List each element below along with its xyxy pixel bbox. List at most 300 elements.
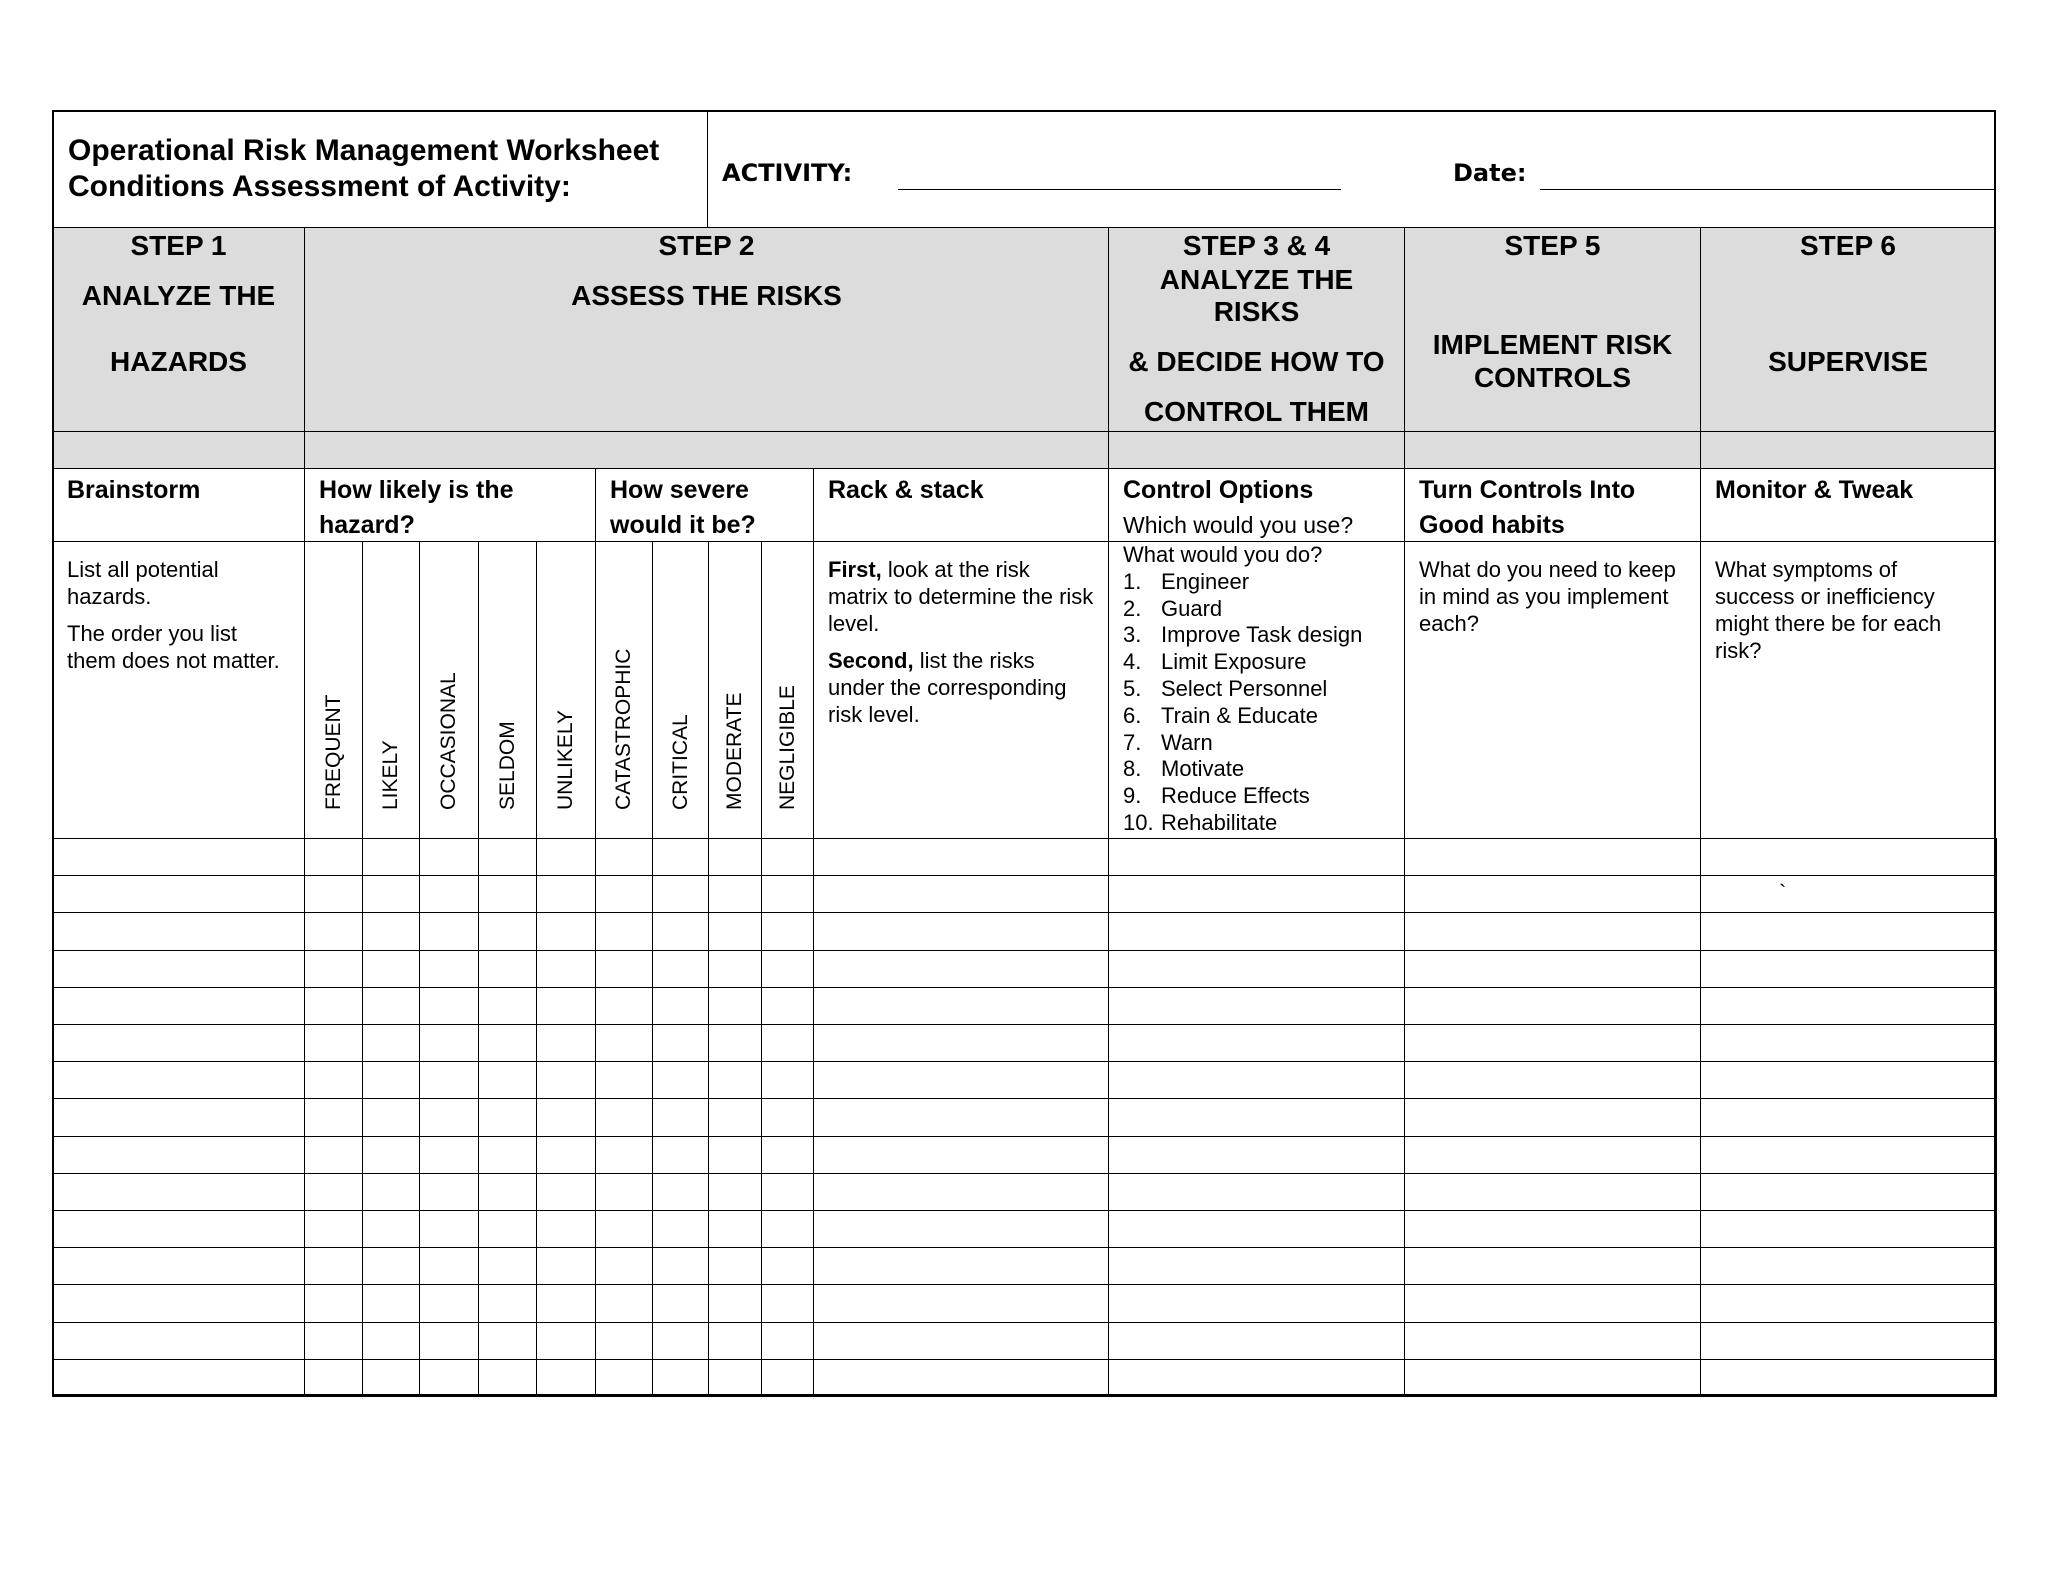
entry-cell[interactable] (1108, 1210, 1405, 1248)
desc-monitor (1700, 541, 1996, 839)
entry-cell[interactable] (362, 1247, 420, 1285)
entry-cell[interactable] (536, 1061, 596, 1099)
entry-cell[interactable] (362, 1136, 420, 1174)
entry-cell[interactable] (652, 1024, 709, 1062)
control-option-number: 9. (1123, 783, 1142, 809)
entry-cell[interactable] (52, 1247, 305, 1285)
entry-cell[interactable] (362, 1322, 420, 1360)
entry-cell[interactable] (595, 912, 653, 950)
step6-header (1700, 227, 1996, 432)
entry-cell[interactable] (708, 838, 762, 876)
entry-cell[interactable] (1404, 1359, 1701, 1397)
step34-header (1108, 227, 1405, 432)
control-option-number: 3. (1123, 622, 1142, 648)
control-option-number: 4. (1123, 649, 1142, 675)
subheader-likelihood (304, 468, 596, 542)
entry-cell[interactable] (362, 950, 420, 988)
entry-cell[interactable] (1404, 875, 1701, 913)
entry-cell[interactable] (419, 950, 479, 988)
entry-cell[interactable] (1404, 912, 1701, 950)
entry-cell[interactable] (652, 912, 709, 950)
entry-cell[interactable] (419, 1136, 479, 1174)
entry-cell[interactable] (304, 1322, 363, 1360)
entry-cell[interactable] (536, 1284, 596, 1322)
entry-cell[interactable] (304, 950, 363, 988)
entry-cell[interactable] (813, 1284, 1109, 1322)
brainstorm-label: Brainstorm (67, 476, 201, 504)
entry-cell[interactable] (761, 1359, 814, 1397)
step5-line3: CONTROLS (1473, 362, 1632, 393)
entry-cell[interactable] (652, 1322, 709, 1360)
entry-cell[interactable] (536, 1024, 596, 1062)
entry-cell[interactable] (1700, 1247, 1997, 1285)
entry-cell[interactable] (1700, 912, 1997, 950)
entry-cell[interactable] (652, 987, 709, 1025)
entry-cell[interactable] (419, 838, 479, 876)
entry-cell[interactable] (1404, 1061, 1701, 1099)
entry-cell[interactable] (1700, 1024, 1997, 1062)
entry-cell[interactable] (478, 1098, 537, 1136)
entry-cell[interactable] (1108, 838, 1405, 876)
entry-cell[interactable] (652, 1173, 709, 1211)
entry-cell[interactable] (304, 1210, 363, 1248)
entry-cell[interactable] (708, 1098, 762, 1136)
entry-cell[interactable] (813, 1061, 1109, 1099)
severity-column-catastrophic (595, 541, 653, 839)
entry-cell[interactable] (52, 1024, 305, 1062)
entry-cell[interactable] (595, 1173, 653, 1211)
entry-cell[interactable] (708, 875, 762, 913)
entry-cell[interactable] (304, 1359, 363, 1397)
step2-header (304, 227, 1109, 432)
control-option-item (1123, 569, 1390, 596)
entry-cell[interactable] (304, 1136, 363, 1174)
activity-field[interactable] (898, 189, 1341, 190)
entry-cell[interactable] (761, 1061, 814, 1099)
entry-cell[interactable] (478, 1359, 537, 1397)
step2-line2: ASSESS THE RISKS (571, 280, 842, 311)
entry-cell[interactable] (304, 1024, 363, 1062)
entry-cell[interactable] (595, 1136, 653, 1174)
entry-cell[interactable] (813, 1322, 1109, 1360)
entry-cell[interactable] (1700, 1061, 1997, 1099)
entry-cell[interactable] (52, 1098, 305, 1136)
likelihood-column-frequent (304, 541, 363, 839)
entry-cell[interactable] (419, 875, 479, 913)
entry-cell[interactable] (595, 1210, 653, 1248)
entry-cell[interactable] (1108, 987, 1405, 1025)
entry-cell[interactable] (813, 1173, 1109, 1211)
entry-cell[interactable] (478, 1061, 537, 1099)
step5-line2: IMPLEMENT RISK (1432, 329, 1673, 360)
entry-cell[interactable] (708, 1173, 762, 1211)
control-option-number: 8. (1123, 756, 1142, 782)
entry-cell[interactable] (761, 987, 814, 1025)
step34-label: STEP 3 & 4 (1182, 230, 1331, 261)
entry-cell[interactable] (1108, 1247, 1405, 1285)
entry-cell[interactable] (304, 838, 363, 876)
entry-cell[interactable] (1108, 1098, 1405, 1136)
control-option-item (1123, 676, 1390, 703)
control-option-label: Rehabilitate (1161, 809, 1278, 835)
turn-controls-line2: Good habits (1419, 511, 1565, 539)
turn-controls-line1: Turn Controls Into (1419, 476, 1636, 504)
spacer-step1 (52, 431, 305, 469)
entry-cell[interactable] (595, 838, 653, 876)
entry-cell[interactable] (1108, 950, 1405, 988)
rack-stack-label: Rack & stack (828, 476, 984, 504)
entry-cell[interactable] (813, 1359, 1109, 1397)
likelihood-line2: hazard? (319, 511, 415, 539)
entry-cell[interactable] (708, 950, 762, 988)
entry-cell[interactable] (362, 1061, 420, 1099)
entry-cell[interactable] (478, 838, 537, 876)
entry-cell[interactable] (761, 1210, 814, 1248)
control-option-item (1123, 730, 1390, 757)
orm-worksheet (52, 110, 1996, 1396)
control-option-item (1123, 703, 1390, 730)
entry-cell[interactable] (1404, 1284, 1701, 1322)
entry-cell[interactable] (52, 987, 305, 1025)
entry-cell[interactable] (304, 1284, 363, 1322)
control-option-label: Guard (1161, 595, 1223, 621)
entry-cell[interactable] (1700, 1322, 1997, 1360)
entry-cell[interactable] (1108, 1284, 1405, 1322)
step2-label: STEP 2 (658, 230, 755, 261)
entry-cell[interactable] (478, 1173, 537, 1211)
entry-cell[interactable] (1108, 1136, 1405, 1174)
entry-cell[interactable] (536, 950, 596, 988)
likelihood-level-label: UNLIKELY (554, 710, 577, 810)
entry-cell[interactable] (52, 838, 305, 876)
entry-cell[interactable] (536, 1210, 596, 1248)
entry-cell[interactable] (362, 912, 420, 950)
entry-cell[interactable] (652, 838, 709, 876)
entry-cell[interactable] (1404, 1210, 1701, 1248)
control-option-label: Reduce Effects (1161, 783, 1310, 809)
entry-cell[interactable] (761, 875, 814, 913)
entry-cell[interactable] (1700, 1359, 1997, 1397)
step5-label: STEP 5 (1504, 230, 1601, 261)
entry-cell[interactable] (304, 1098, 363, 1136)
entry-cell[interactable] (536, 1173, 596, 1211)
entry-cell[interactable] (1700, 1210, 1997, 1248)
entry-cell[interactable] (761, 1284, 814, 1322)
date-label: Date: (1453, 159, 1527, 187)
entry-cell[interactable] (761, 838, 814, 876)
entry-cell[interactable] (52, 1359, 305, 1397)
rack-p1-bold: First, (828, 557, 882, 582)
entry-cell[interactable] (652, 1284, 709, 1322)
entry-cell[interactable] (1404, 1247, 1701, 1285)
entry-cell[interactable] (536, 838, 596, 876)
control-option-label: Engineer (1161, 568, 1250, 594)
control-option-label: Select Personnel (1161, 675, 1328, 701)
entry-cell[interactable] (478, 1322, 537, 1360)
entry-cell[interactable] (478, 950, 537, 988)
entry-cell[interactable] (595, 1322, 653, 1360)
entry-cell[interactable] (708, 1024, 762, 1062)
control-options-label: Control Options (1123, 476, 1314, 504)
entry-cell[interactable] (478, 1024, 537, 1062)
entry-cell[interactable] (304, 912, 363, 950)
entry-cell[interactable] (419, 912, 479, 950)
step34-line3: RISKS (1213, 296, 1300, 327)
entry-cell[interactable] (595, 987, 653, 1025)
brainstorm-p2: The order you list them does not matter. (67, 621, 280, 673)
entry-cell[interactable] (419, 1098, 479, 1136)
entry-cell[interactable] (478, 1136, 537, 1174)
step1-header (52, 227, 305, 432)
step6-label: STEP 6 (1800, 230, 1896, 261)
entry-cell[interactable] (419, 1061, 479, 1099)
entry-cell[interactable] (52, 1210, 305, 1248)
entry-cell[interactable] (708, 987, 762, 1025)
entry-cell[interactable] (419, 1173, 479, 1211)
entry-cell[interactable] (813, 950, 1109, 988)
entry-cell[interactable] (652, 875, 709, 913)
entry-cell[interactable] (362, 1098, 420, 1136)
entry-cell[interactable] (1108, 1359, 1405, 1397)
severity-level-label: MODERATE (723, 692, 746, 810)
entry-cell[interactable] (1404, 1098, 1701, 1136)
entry-cell[interactable] (595, 1024, 653, 1062)
entry-cell[interactable] (708, 1359, 762, 1397)
entry-cell[interactable] (1700, 950, 1997, 988)
entry-cell[interactable] (362, 1210, 420, 1248)
entry-cell[interactable] (813, 912, 1109, 950)
entry-cell[interactable] (652, 1359, 709, 1397)
entry-cell[interactable] (813, 1098, 1109, 1136)
entry-cell[interactable] (1108, 1173, 1405, 1211)
entry-cell[interactable] (708, 1284, 762, 1322)
entry-cell[interactable] (761, 1322, 814, 1360)
entry-cell[interactable] (761, 912, 814, 950)
entry-cell[interactable] (478, 987, 537, 1025)
entry-cell[interactable] (478, 1247, 537, 1285)
severity-column-moderate (708, 541, 762, 839)
entry-cell[interactable] (652, 1061, 709, 1099)
entry-cell[interactable] (595, 1247, 653, 1285)
entry-cell[interactable] (708, 912, 762, 950)
entry-cell[interactable] (419, 1284, 479, 1322)
subheader-brainstorm (52, 468, 305, 542)
entry-cell[interactable] (304, 987, 363, 1025)
entry-cell[interactable] (419, 1247, 479, 1285)
entry-cell[interactable] (419, 1024, 479, 1062)
desc-brainstorm (52, 541, 305, 839)
entry-cell[interactable] (419, 987, 479, 1025)
likelihood-column-occasional (419, 541, 479, 839)
entry-cell[interactable] (52, 1322, 305, 1360)
entry-cell[interactable] (536, 912, 596, 950)
subheader-monitor (1700, 468, 1996, 542)
desc-rack-stack (813, 541, 1109, 839)
entry-cell[interactable] (595, 1284, 653, 1322)
entry-cell[interactable] (536, 1247, 596, 1285)
entry-cell[interactable] (362, 1359, 420, 1397)
entry-cell[interactable] (419, 1210, 479, 1248)
entry-cell[interactable] (1700, 987, 1997, 1025)
entry-cell[interactable] (1700, 838, 1997, 876)
entry-cell[interactable] (52, 912, 305, 950)
control-option-number: 7. (1123, 729, 1142, 755)
entry-cell[interactable] (478, 875, 537, 913)
monitor-label: Monitor & Tweak (1715, 476, 1914, 504)
entry-cell[interactable] (595, 1359, 653, 1397)
entry-cell[interactable] (304, 1173, 363, 1211)
entry-cell[interactable] (813, 838, 1109, 876)
monitor-desc: What symptoms of success or inefficiency might there be for each risk? (1715, 557, 1942, 663)
entry-cell[interactable] (652, 1136, 709, 1174)
entry-cell[interactable] (419, 1322, 479, 1360)
entry-cell[interactable] (52, 1173, 305, 1211)
entry-cell[interactable] (761, 1098, 814, 1136)
entry-cell[interactable] (362, 1024, 420, 1062)
entry-cell[interactable] (1404, 1322, 1701, 1360)
entry-cell[interactable] (1108, 1024, 1405, 1062)
entry-cell[interactable] (1700, 875, 1997, 913)
entry-cell[interactable] (478, 1210, 537, 1248)
entry-cell[interactable] (1700, 1098, 1997, 1136)
entry-cell[interactable] (536, 875, 596, 913)
entry-cell[interactable] (362, 1173, 420, 1211)
entry-cell[interactable] (536, 1098, 596, 1136)
entry-cell[interactable] (708, 1322, 762, 1360)
desc-control-options (1108, 541, 1405, 839)
step5-header (1404, 227, 1701, 432)
control-option-label: Warn (1161, 729, 1213, 755)
entry-cell[interactable] (1700, 1173, 1997, 1211)
entry-cell[interactable] (362, 875, 420, 913)
entry-cell[interactable] (1404, 1024, 1701, 1062)
entry-cell[interactable] (1108, 1322, 1405, 1360)
entry-cell[interactable] (536, 1359, 596, 1397)
entry-cell[interactable] (1404, 987, 1701, 1025)
entry-cell[interactable] (595, 1061, 653, 1099)
entry-cell[interactable] (761, 1173, 814, 1211)
worksheet-title (68, 133, 659, 205)
activity-label: ACTIVITY: (722, 159, 853, 187)
entry-cell[interactable] (1404, 1136, 1701, 1174)
activity-date-cell (707, 110, 1996, 228)
step1-line2: ANALYZE THE (81, 280, 276, 311)
control-intro: What would you do? (1123, 542, 1323, 567)
entry-cell[interactable] (761, 950, 814, 988)
entry-cell[interactable] (478, 1284, 537, 1322)
entry-cell[interactable] (304, 1247, 363, 1285)
severity-line2: would it be? (610, 511, 756, 539)
subheader-rack-stack (813, 468, 1109, 542)
control-option-label: Motivate (1161, 756, 1245, 782)
entry-cell[interactable] (478, 912, 537, 950)
entry-cell[interactable] (813, 875, 1109, 913)
control-option-item (1123, 622, 1390, 649)
entry-cell[interactable] (362, 1284, 420, 1322)
rack-p1-rest: look at the risk matrix to determine the risk level. (828, 557, 1094, 636)
entry-cell[interactable] (362, 987, 420, 1025)
entry-cell[interactable] (1108, 1061, 1405, 1099)
entry-cell[interactable] (304, 875, 363, 913)
entry-cell[interactable] (708, 1061, 762, 1099)
control-option-label: Train & Educate (1161, 702, 1318, 728)
entry-cell[interactable] (1404, 838, 1701, 876)
entry-cell[interactable] (708, 1210, 762, 1248)
control-options-list (1123, 569, 1390, 837)
entry-cell[interactable] (813, 1247, 1109, 1285)
entry-cell[interactable] (652, 950, 709, 988)
severity-level-label: NEGLIGIBLE (775, 685, 799, 810)
subheader-control-options (1108, 468, 1405, 542)
step6-line2: SUPERVISE (1768, 346, 1928, 377)
entry-cell[interactable] (304, 1061, 363, 1099)
severity-column-critical (652, 541, 709, 839)
step34-line5: CONTROL THEM (1143, 396, 1370, 427)
entry-cell[interactable] (1404, 950, 1701, 988)
entry-cell[interactable] (652, 1210, 709, 1248)
step34-line4: & DECIDE HOW TO (1128, 346, 1385, 377)
spacer-step6 (1700, 431, 1996, 469)
entry-cell[interactable] (52, 1284, 305, 1322)
entry-cell[interactable] (813, 987, 1109, 1025)
entry-cell[interactable] (536, 987, 596, 1025)
severity-column-negligible (761, 541, 814, 839)
title-line-2: Conditions Assessment of Activity: (68, 170, 571, 203)
entry-cell[interactable] (761, 1136, 814, 1174)
entry-cell[interactable] (1700, 1284, 1997, 1322)
date-field[interactable] (1540, 189, 1996, 190)
rack-p2-rest: list the risks under the corresponding risk level. (828, 648, 1067, 727)
rack-p1 (828, 556, 1094, 637)
brainstorm-p1: List all potential hazards. (67, 557, 219, 609)
control-option-number: 5. (1123, 675, 1142, 701)
entry-cell[interactable] (813, 1024, 1109, 1062)
entry-cell[interactable] (1404, 1173, 1701, 1211)
rack-p2 (828, 647, 1094, 728)
entry-cell[interactable] (1700, 1136, 1997, 1174)
entry-cell[interactable] (761, 1247, 814, 1285)
entry-cell[interactable] (761, 1024, 814, 1062)
entry-cell[interactable] (536, 1136, 596, 1174)
entry-cell[interactable] (1108, 912, 1405, 950)
entry-cell[interactable] (536, 1322, 596, 1360)
entry-cell[interactable] (52, 875, 305, 913)
likelihood-level-label: FREQUENT (321, 694, 345, 810)
entry-cell[interactable] (708, 1136, 762, 1174)
control-option-label: Improve Task design (1161, 622, 1363, 648)
entry-cell[interactable] (813, 1210, 1109, 1248)
step1-line3: HAZARDS (110, 346, 247, 377)
entry-cell[interactable] (52, 1136, 305, 1174)
entry-cell[interactable] (362, 838, 420, 876)
entry-cell[interactable] (813, 1136, 1109, 1174)
entry-cell[interactable] (595, 875, 653, 913)
spacer-step2 (304, 431, 1109, 469)
entry-cell[interactable] (595, 1098, 653, 1136)
entry-cell[interactable] (419, 1359, 479, 1397)
entry-cell[interactable] (595, 950, 653, 988)
likelihood-level-label: SELDOM (495, 721, 519, 810)
severity-line1: How severe (610, 476, 749, 504)
entry-cell[interactable] (52, 1061, 305, 1099)
entry-cell[interactable] (52, 950, 305, 988)
entry-cell[interactable] (652, 1247, 709, 1285)
entry-cell[interactable] (652, 1098, 709, 1136)
likelihood-level-label: OCCASIONAL (437, 672, 460, 810)
entry-cell[interactable] (1108, 875, 1405, 913)
entry-cell[interactable] (708, 1247, 762, 1285)
title-line-1: Operational Risk Management Worksheet (68, 134, 660, 167)
